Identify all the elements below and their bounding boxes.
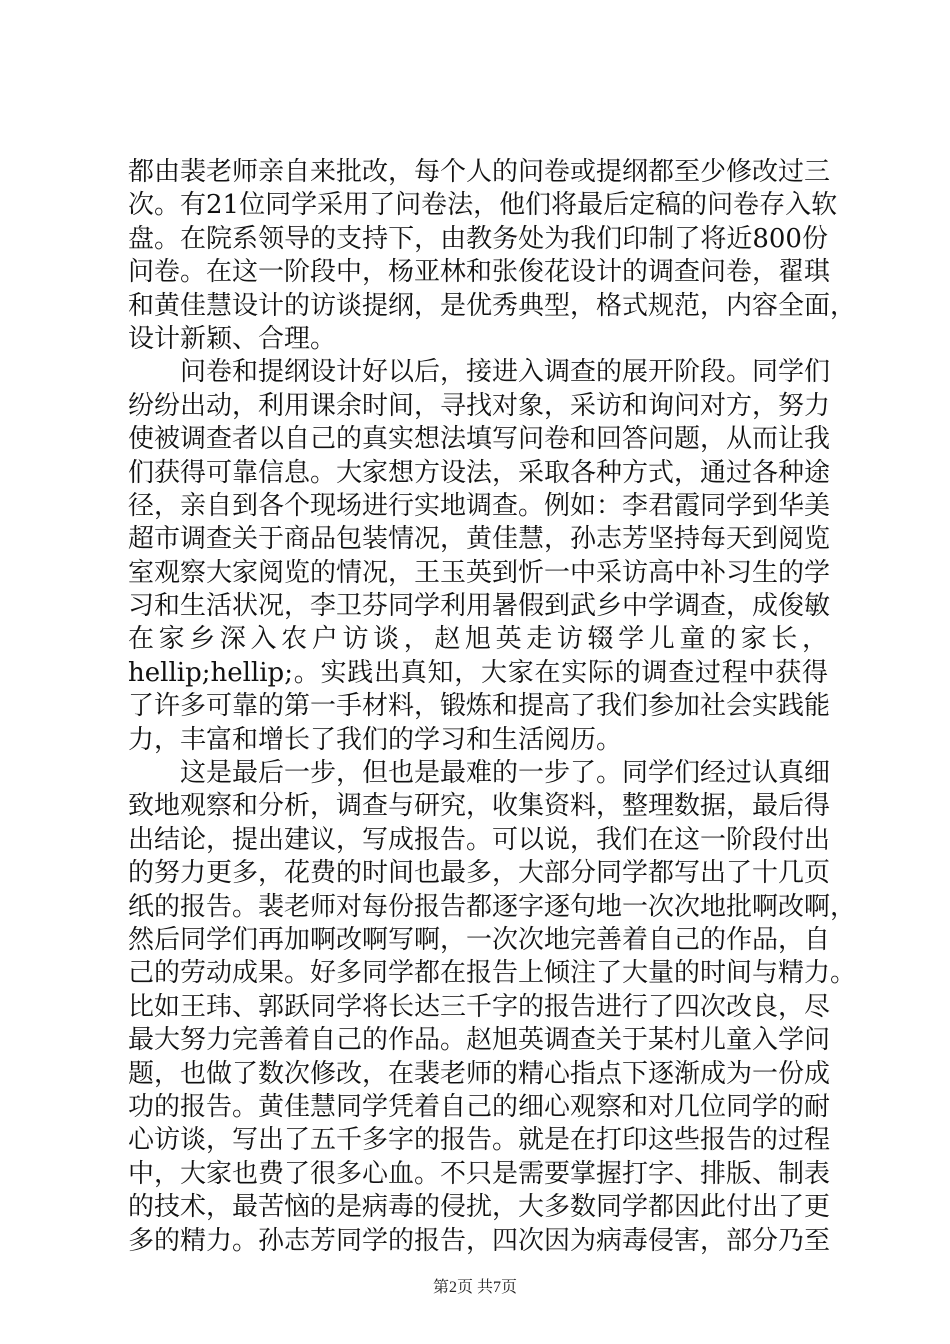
text-line: 出结论，提出建议，写成报告。可以说，我们在这一阶段付出 (128, 824, 831, 855)
text-line: 使被调查者以自己的真实想法填写问卷和回答问题，从而让我 (128, 424, 831, 455)
text-line: 问卷和提纲设计好以后，接进入调查的展开阶段。同学们 (128, 357, 831, 388)
text-line: 都由裴老师亲自来批改，每个人的问卷或提纲都至少修改过三 (128, 157, 831, 187)
text-line: 纷纷出动，利用课余时间，寻找对象，采访和询问对方，努力 (128, 390, 831, 421)
text-line: 习和生活状况，李卫芬同学利用暑假到武乡中学调查，成俊敏 (128, 591, 831, 622)
text-line: 比如王玮、郭跃同学将长达三千字的报告进行了四次改良，尽 (128, 991, 831, 1022)
text-line: 们获得可靠信息。大家想方设法，采取各种方式，通过各种途 (128, 457, 831, 488)
text-line: 的努力更多，花费的时间也最多，大部分同学都写出了十几页 (128, 858, 831, 889)
text-line: hellip;hellip;。实践出真知，大家在实际的调查过程中获得 (128, 657, 828, 688)
text-line: 这是最后一步，但也是最难的一步了。同学们经过认真细 (128, 758, 831, 789)
text-line: 径，亲自到各个现场进行实地调查。例如：李君霞同学到华美 (128, 490, 831, 521)
text-line: 盘。在院系领导的支持下，由教务处为我们印制了将近800份 (128, 223, 828, 254)
text-line: 己的劳动成果。好多同学都在报告上倾注了大量的时间与精力。 (128, 958, 857, 989)
text-line: 超市调查关于商品包装情况，黄佳慧，孙志芳坚持每天到阅览 (128, 524, 831, 555)
text-line: 致地观察和分析，调查与研究，收集资料，整理数据，最后得 (128, 791, 831, 822)
text-line: 问卷。在这一阶段中，杨亚林和张俊花设计的调查问卷，翟琪 (128, 257, 831, 288)
text-line: 力，丰富和增长了我们的学习和生活阅历。 (128, 724, 623, 755)
body-text (128, 156, 857, 1258)
text-line: 和黄佳慧设计的访谈提纲，是优秀典型，格式规范，内容全面， (128, 290, 857, 321)
text-line: 在家乡深入农户访谈，赵旭英走访辍学儿童的家长， (128, 624, 828, 655)
text-line: 设计新颖、合理。 (128, 323, 337, 354)
page-number-footer: 第2页 共7页 (432, 1279, 517, 1296)
text-line: 多的精力。孙志芳同学的报告，四次因为病毒侵害，部分乃至 (128, 1225, 831, 1256)
text-line: 的技术，最苦恼的是病毒的侵扰，大多数同学都因此付出了更 (128, 1192, 831, 1223)
text-line: 心访谈，写出了五千多字的报告。就是在打印这些报告的过程 (128, 1125, 831, 1156)
text-line: 题，也做了数次修改，在裴老师的精心指点下逐渐成为一份成 (128, 1058, 831, 1089)
text-line: 纸的报告。裴老师对每份报告都逐字逐句地一次次地批啊改啊， (128, 891, 857, 922)
text-line: 中，大家也费了很多心血。不只是需要掌握打字、排版、制表 (128, 1158, 831, 1189)
text-line: 最大努力完善着自己的作品。赵旭英调查关于某村儿童入学问 (128, 1025, 831, 1056)
text-line: 室观察大家阅览的情况，王玉英到忻一中采访高中补习生的学 (128, 557, 831, 588)
text-line: 次。有21位同学采用了问卷法，他们将最后定稿的问卷存入软 (128, 190, 838, 221)
text-line: 然后同学们再加啊改啊写啊，一次次地完善着自己的作品，自 (128, 924, 831, 955)
text-line: 功的报告。黄佳慧同学凭着自己的细心观察和对几位同学的耐 (128, 1091, 831, 1122)
text-line: 了许多可靠的第一手材料，锻炼和提高了我们参加社会实践能 (128, 691, 831, 722)
